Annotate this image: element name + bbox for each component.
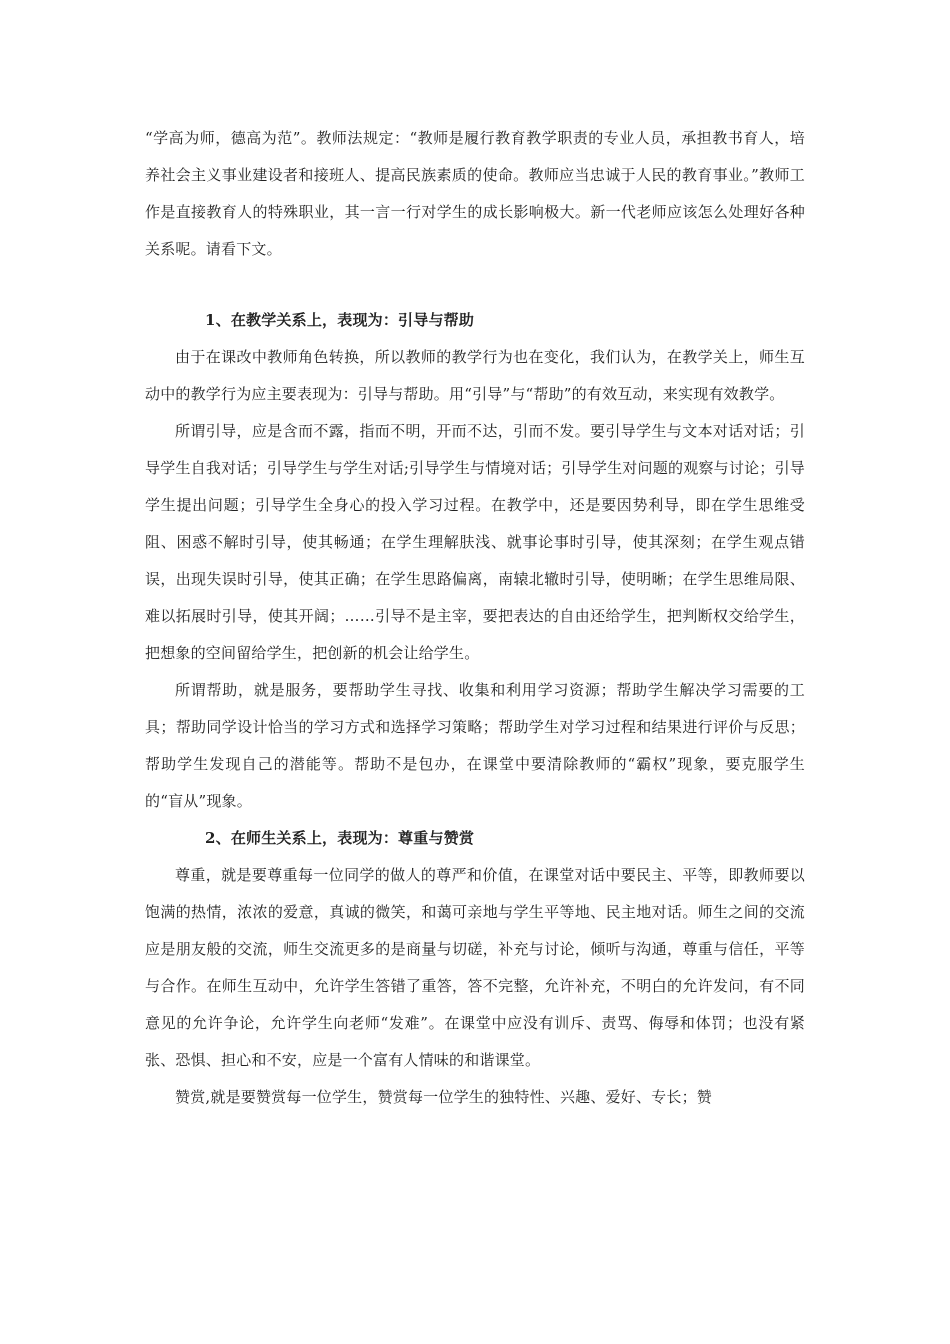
section-1-paragraph-2: 所谓引导，应是含而不露，指而不明，开而不达，引而不发。要引导学生与文本对话对话；引导学生自我对话；引导学生与学生对话;引导学生与情境对话；引导学生对问题的观察与讨论；引导学生提出问题；引导学生全身心的投入学习过程。在教学中，还是要因势利导，即在学生思维受阻、困惑不解时引导，使其畅通；在学生理解肤浅、就事论事时引导，使其深刻；在学生观点错误，出现失误时引导，使其正确；在学生思路偏离，南辕北辙时引导，使明晰；在学生思维局限、难以拓展时引导，使其开阔；……引导不是主宰，要把表达的自由还给学生，把判断权交给学生，把想象的空间留给学生，把创新的机会让给学生。: [145, 422, 805, 662]
section-1-paragraph-1: 由于在课改中教师角色转换，所以教师的教学行为也在变化，我们认为，在教学关上，师生互动中的教学行为应主要表现为：引导与帮助。用“引导”与“帮助”的有效互动，来实现有效教学。: [145, 348, 805, 403]
section-2-heading: 2、在师生关系上，表现为：尊重与赞赏: [205, 829, 475, 847]
section-2-paragraph-1: 尊重，就是要尊重每一位同学的做人的尊严和价值，在课堂对话中要民主、平等，即教师要以饱满的热情，浓浓的爱意，真诚的微笑，和蔼可亲地与学生平等地、民主地对话。师生之间的交流应是朋友般的交流，师生交流更多的是商量与切磋，补充与讨论，倾听与沟通，尊重与信任，平等与合作。在师生互动中，允许学生答错了重答，答不完整，允许补充，不明白的允许发问，有不同意见的允许争论，允许学生向老师“发难”。在课堂中应没有训斥、责骂、侮辱和体罚；也没有紧张、恐惧、担心和不安，应是一个富有人情味的和谐课堂。: [145, 866, 805, 1069]
intro-paragraph: “学高为师，德高为范”。教师法规定：“教师是履行教育教学职责的专业人员，承担教书育人，培养社会主义事业建设者和接班人、提高民族素质的使命。教师应当忠诚于人民的教育事业。”教师工作是直接教育人的特殊职业，其一言一行对学生的成长影响极大。新一代老师应该怎么处理好各种关系呢。请看下文。: [145, 129, 805, 258]
section-1-heading: 1、在教学关系上，表现为：引导与帮助: [205, 311, 475, 329]
document-page: [145, 120, 805, 1116]
section-1-paragraph-3: 所谓帮助，就是服务，要帮助学生寻找、收集和利用学习资源；帮助学生解决学习需要的工具；帮助同学设计恰当的学习方式和选择学习策略；帮助学生对学习过程和结果进行评价与反思；帮助学生发现自己的潜能等。帮助不是包办，在课堂中要清除教师的“霸权”现象，要克服学生的“盲从”现象。: [145, 681, 805, 810]
section-2-paragraph-2: 赞赏,就是要赞赏每一位学生，赞赏每一位学生的独特性、兴趣、爱好、专长；赞: [175, 1088, 712, 1106]
spacer: [145, 268, 805, 302]
